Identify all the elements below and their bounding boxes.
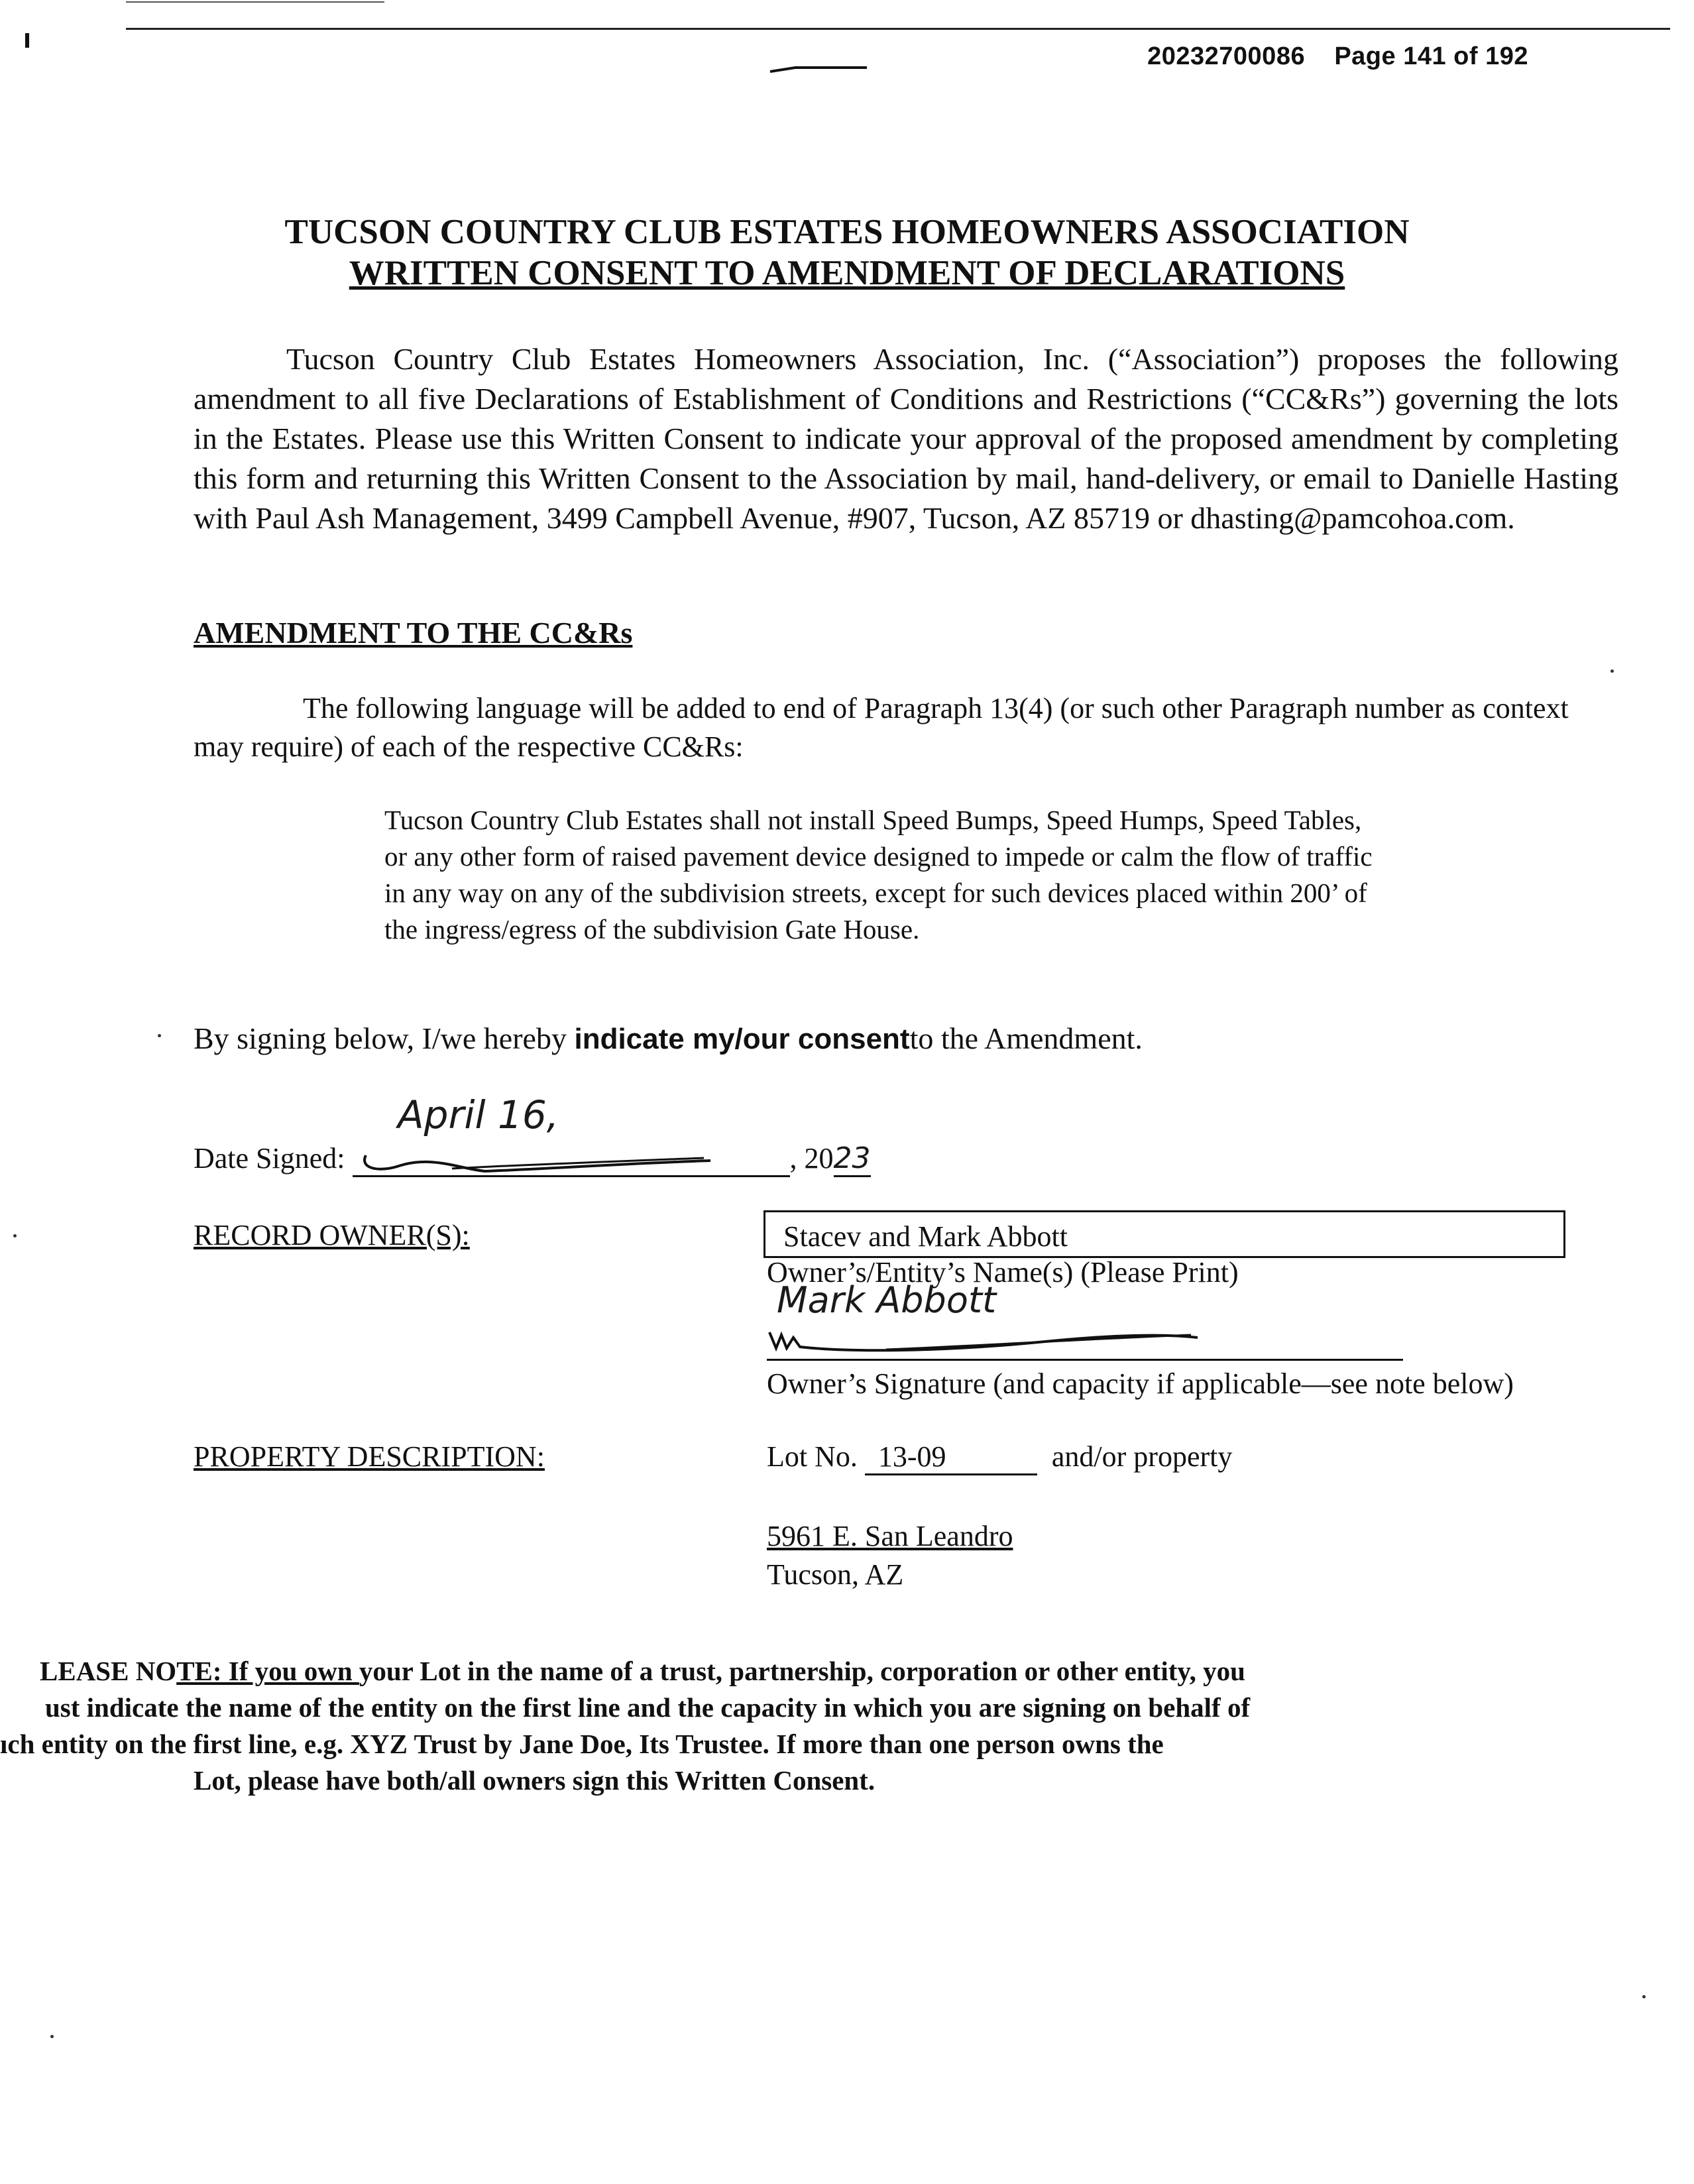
scan-speck <box>13 1234 17 1237</box>
amendment-lead-in <box>194 689 1592 766</box>
note-line-1a: LEASE NO <box>40 1656 177 1686</box>
recording-header <box>1147 42 1528 71</box>
amendment-lead-in-text: The following language will be added to end of Paragraph 13(4) (or such other Paragraph number as context may require) of each of the respective CC&Rs: <box>194 692 1569 763</box>
owner-signature-caption: Owner’s Signature (and capacity if applicable—see note below) <box>767 1367 1514 1400</box>
note-line-1b: TE: If you own <box>176 1656 359 1686</box>
lot-number-field[interactable]: 13-09 <box>865 1440 1037 1475</box>
property-description-label: PROPERTY DESCRIPTION: <box>194 1440 545 1473</box>
property-address-line1: 5961 E. San Leandro <box>767 1520 1013 1552</box>
date-signed-label: Date Signed: <box>194 1142 345 1175</box>
note-line-4: Lot, please have both/all owners sign this Written Consent. <box>194 1765 875 1796</box>
owner-signature-field[interactable] <box>767 1359 1403 1361</box>
record-owner-label: RECORD OWNER(S): <box>194 1219 470 1251</box>
date-year-prefix: , 20 <box>789 1142 834 1175</box>
property-address-line2: Tucson, AZ <box>767 1558 904 1591</box>
please-note-block <box>0 1653 1524 1799</box>
lot-number-suffix: and/or property <box>1051 1440 1233 1473</box>
date-signed-field[interactable] <box>353 1149 790 1177</box>
header-rule <box>126 28 1670 30</box>
page-info: Page 141 of 192 <box>1334 42 1528 70</box>
lot-number-label: Lot No. <box>767 1440 858 1473</box>
note-line-2: ust indicate the name of the entity on the first line and the capacity in which you are signing on behalf of <box>45 1692 1251 1723</box>
scan-speck <box>50 2035 54 2038</box>
handwritten-dash-mark <box>769 65 868 74</box>
note-line-1c: your Lot in the name of a trust, partnership, corporation or other entity, you <box>359 1656 1245 1686</box>
date-year-handwritten[interactable]: 23 <box>834 1141 871 1177</box>
lot-number-row <box>767 1440 1232 1475</box>
document-number: 20232700086 <box>1147 42 1306 70</box>
note-line-3: ıch entity on the first line, e.g. XYZ Trust by Jane Doe, Its Trustee. If more than one person owns the <box>0 1729 1164 1759</box>
consent-suffix: to the Amendment. <box>909 1021 1143 1055</box>
scan-speck <box>158 1034 161 1037</box>
scan-top-edge-rule <box>126 1 384 3</box>
handwritten-date: April 16, <box>398 1092 559 1137</box>
owner-name-value: Stacev and Mark Abbott <box>783 1220 1068 1253</box>
consent-statement <box>194 1021 1143 1056</box>
consent-prefix: By signing below, I/we hereby <box>194 1021 575 1055</box>
scan-speck <box>1610 669 1614 673</box>
scan-speck <box>1642 1995 1646 1998</box>
margin-mark <box>25 33 29 48</box>
date-signed-row <box>194 1141 871 1177</box>
document-title: TUCSON COUNTRY CLUB ESTATES HOMEOWNERS ASSOCIATION <box>284 213 1410 251</box>
intro-paragraph-text: Tucson Country Club Estates Homeowners Association, Inc. (“Association”) proposes the following amendment to all five Declarations of Establishment of Conditions and Restrictions (“CC&Rs”) governing the lots in the Estates. Please use this Written Consent to indicate your approval of the proposed amendment by completing this form and returning this Written Consent to the Association by mail, hand-delivery, or email to Danielle Hasting with Paul Ash Management, 3499 Campbell Avenue, #907, Tucson, AZ 85719 or dhasting@pamcohoa.com. <box>194 342 1618 535</box>
amendment-quoted-text: Tucson Country Club Estates shall not install Speed Bumps, Speed Humps, Speed Tables, or any other form of raised pavement device designed to impede or calm the flow of traffic in any way on any of the subdivision streets, except for such devices placed within 200’ of the ingress/egress of the subdivision Gate House. <box>384 805 1373 945</box>
amendment-heading: AMENDMENT TO THE CC&Rs <box>194 616 633 650</box>
owner-name-caption: Owner’s/Entity’s Name(s) (Please Print) <box>767 1256 1239 1289</box>
intro-paragraph <box>194 339 1618 538</box>
signature-scribble-mark <box>767 1326 1204 1359</box>
note-line-1 <box>40 1653 1524 1690</box>
handwritten-owner-signature: Mark Abbott <box>777 1279 997 1321</box>
consent-bold: indicate my/our consent <box>574 1023 910 1055</box>
document-subtitle: WRITTEN CONSENT TO AMENDMENT OF DECLARATIONS <box>349 254 1345 292</box>
date-scribble-mark <box>353 1149 724 1175</box>
